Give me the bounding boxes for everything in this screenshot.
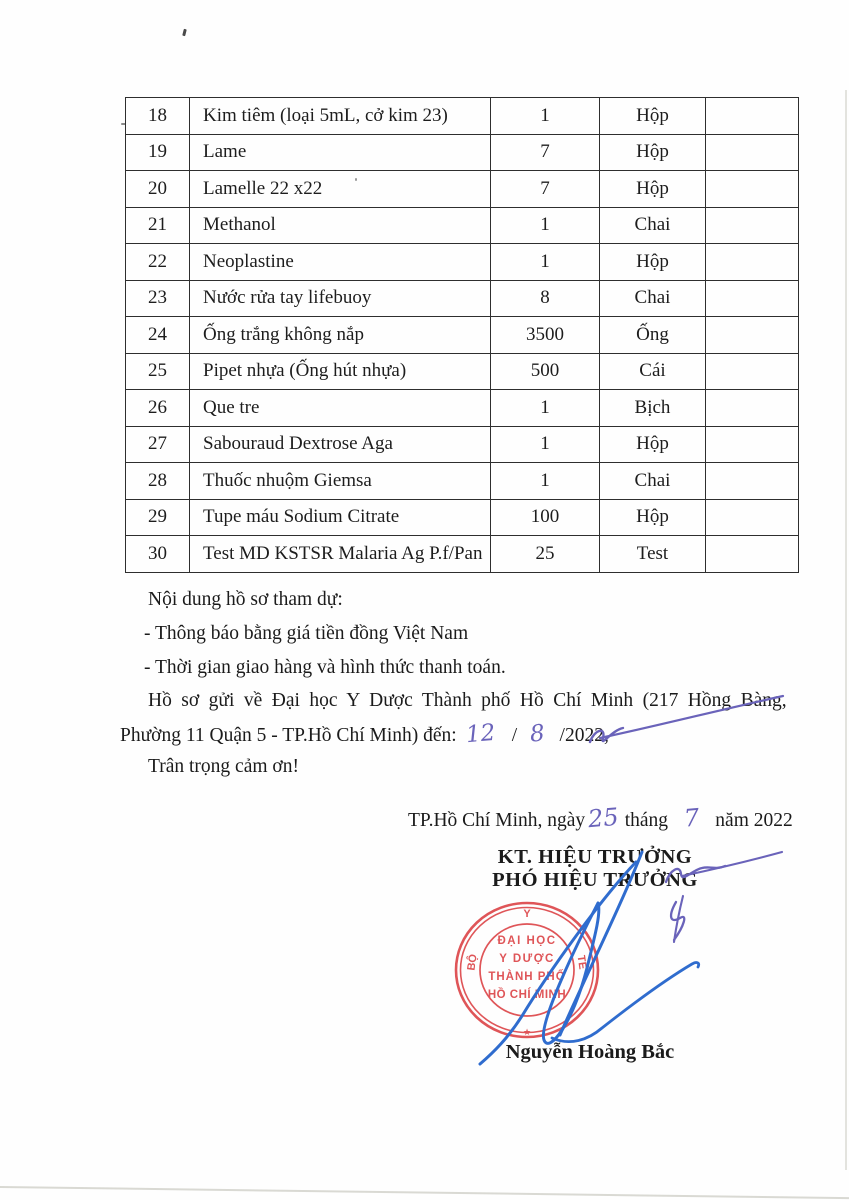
place-date-prefix: TP.Hồ Chí Minh, ngày: [408, 810, 586, 831]
table-row: [126, 207, 799, 244]
row-number-cell: 21: [126, 207, 190, 244]
paragraph-line-2: [120, 719, 609, 749]
stamp-ring-top-text: Y: [523, 908, 531, 920]
note-cell: [706, 244, 799, 281]
year-suffix: /2022,: [559, 725, 609, 746]
note-cell: [706, 390, 799, 427]
section-title: Nội dung hồ sơ tham dự:: [148, 589, 343, 610]
unit-cell: Cái: [600, 353, 706, 390]
date-slash: /: [511, 725, 518, 746]
row-number-cell: 22: [126, 244, 190, 281]
quantity-cell: 25: [491, 536, 600, 573]
unit-cell: Hộp: [600, 244, 706, 281]
item-name-cell: Lamelle 22 x22: [190, 171, 491, 208]
note-cell: [706, 536, 799, 573]
handwritten-sign-day: 25: [586, 802, 620, 834]
table-row: [126, 353, 799, 390]
unit-cell: Hộp: [600, 98, 706, 135]
stamp-bottom-star: ★: [522, 1027, 532, 1037]
note-cell: [706, 171, 799, 208]
ink-flourish: [578, 690, 793, 752]
note-cell: [706, 98, 799, 135]
item-name-cell: Kim tiêm (loại 5mL, cở kim 23): [190, 98, 491, 135]
table-row: [126, 499, 799, 536]
row-number-cell: 18: [126, 98, 190, 135]
month-label: tháng: [624, 810, 669, 831]
paragraph-line-2-text: Phường 11 Quận 5 - TP.Hồ Chí Minh) đến:: [120, 725, 457, 746]
note-cell: [706, 463, 799, 500]
table-row: [126, 244, 799, 281]
closing-thanks: Trân trọng cảm ơn!: [148, 756, 299, 777]
bullet-item-2: - Thời gian giao hàng và hình thức thanh toán.: [144, 657, 506, 678]
table-row: [126, 280, 799, 317]
row-number-cell: 30: [126, 536, 190, 573]
unit-cell: Test: [600, 536, 706, 573]
quantity-cell: 500: [491, 353, 600, 390]
row-number-cell: 19: [126, 134, 190, 171]
stamp-ring-right-text: TẾ: [574, 954, 589, 971]
unit-cell: Chai: [600, 207, 706, 244]
note-cell: [706, 280, 799, 317]
item-name-cell: Lame: [190, 134, 491, 171]
handwritten-sign-month: 7: [682, 803, 701, 833]
stamp-line-3: THÀNH PHỐ: [488, 971, 566, 983]
stamp-ring-left-text: BỘ: [465, 953, 480, 972]
row-number-cell: 27: [126, 426, 190, 463]
handwritten-month: 8: [528, 720, 546, 748]
item-name-cell: Neoplastine: [190, 244, 491, 281]
signer-title-1: KT. HIỆU TRƯỞNG: [497, 846, 693, 868]
table-row: [126, 536, 799, 573]
supply-table: [125, 97, 799, 573]
row-number-cell: 24: [126, 317, 190, 354]
item-name-cell: Methanol: [190, 207, 491, 244]
stamp-line-2: Y DƯỢC: [499, 953, 555, 965]
signer-name: Nguyễn Hoàng Bắc: [505, 1041, 675, 1063]
item-name-cell: Que tre: [190, 390, 491, 427]
note-cell: [706, 317, 799, 354]
paragraph-line-1: Hồ sơ gửi về Đại học Y Dược Thành phố Hồ Chí Minh (217 Hồng Bàng,: [148, 690, 787, 711]
note-cell: [706, 426, 799, 463]
table-row: [126, 426, 799, 463]
quantity-cell: 1: [491, 463, 600, 500]
quantity-cell: 7: [491, 134, 600, 171]
item-name-cell: Sabouraud Dextrose Aga: [190, 426, 491, 463]
quantity-cell: 3500: [491, 317, 600, 354]
item-name-cell: Pipet nhựa (Ống hút nhựa): [190, 353, 491, 390]
row-number-cell: 28: [126, 463, 190, 500]
table-row: [126, 134, 799, 171]
quantity-cell: 8: [491, 280, 600, 317]
scan-right-edge: [845, 90, 847, 1170]
stamp-line-1: ĐẠI HỌC: [497, 935, 557, 947]
quantity-cell: 1: [491, 98, 600, 135]
handwritten-day: 12: [464, 719, 496, 749]
unit-cell: Hộp: [600, 426, 706, 463]
item-name-cell: Test MD KSTSR Malaria Ag P.f/Pan: [190, 536, 491, 573]
row-number-cell: 26: [126, 390, 190, 427]
unit-cell: Chai: [600, 463, 706, 500]
item-name-cell: Tupe máu Sodium Citrate: [190, 499, 491, 536]
item-name-cell: Ống trắng không nắp: [190, 317, 491, 354]
stamp-line-4: HỒ CHÍ MINH: [487, 989, 567, 1001]
bullet-item-1: - Thông báo bằng giá tiền đồng Việt Nam: [144, 623, 469, 644]
quantity-cell: 1: [491, 390, 600, 427]
unit-cell: Hộp: [600, 134, 706, 171]
table-row: [126, 317, 799, 354]
row-number-cell: 29: [126, 499, 190, 536]
unit-cell: Bịch: [600, 390, 706, 427]
items-table-body: [126, 98, 799, 573]
unit-cell: Hộp: [600, 499, 706, 536]
item-name-cell: Thuốc nhuộm Giemsa: [190, 463, 491, 500]
quantity-cell: 100: [491, 499, 600, 536]
row-number-cell: 20: [126, 171, 190, 208]
quantity-cell: 1: [491, 244, 600, 281]
quantity-cell: 1: [491, 207, 600, 244]
signer-title-2: PHÓ HIỆU TRƯỞNG: [492, 869, 698, 891]
table-row: [126, 463, 799, 500]
table-row: [126, 171, 799, 208]
unit-cell: Ống: [600, 317, 706, 354]
note-cell: [706, 207, 799, 244]
signature-loop: [543, 903, 598, 1043]
note-cell: [706, 353, 799, 390]
quantity-cell: 7: [491, 171, 600, 208]
unit-cell: Chai: [600, 280, 706, 317]
year-label: năm 2022: [715, 810, 793, 831]
table-row: [126, 98, 799, 135]
note-cell: [706, 134, 799, 171]
unit-cell: Hộp: [600, 171, 706, 208]
flourish-stroke: [600, 696, 783, 738]
row-number-cell: 23: [126, 280, 190, 317]
initial-long-line: [682, 852, 782, 876]
scan-edge-line: [0, 1186, 849, 1199]
quantity-cell: 1: [491, 426, 600, 463]
table-row: [126, 390, 799, 427]
row-number-cell: 25: [126, 353, 190, 390]
note-cell: [706, 499, 799, 536]
scan-speckle: [182, 29, 187, 37]
item-name-cell: Nước rửa tay lifebuoy: [190, 280, 491, 317]
